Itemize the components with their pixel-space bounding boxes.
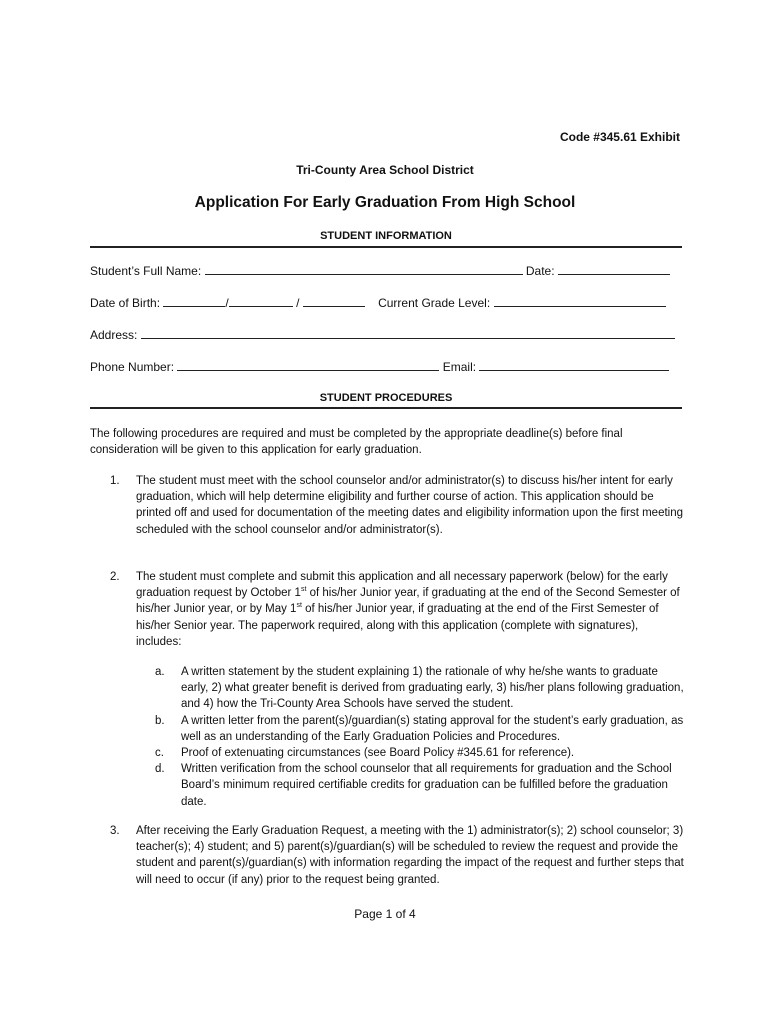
- email-field[interactable]: [479, 360, 669, 371]
- phone-label: Phone Number:: [90, 360, 175, 374]
- date-field[interactable]: [558, 264, 670, 275]
- full-name-row: [90, 264, 682, 278]
- required-paperwork-list: [155, 664, 685, 810]
- dob-label: Date of Birth:: [90, 296, 161, 310]
- address-row: [90, 328, 682, 342]
- item-text: The student must complete and submit this application and all necessary paperwork (below) for the early graduation request by October 1st of his/her Junior year, if graduating at the end of the Second Semester of his/her Junior year, or by May 1st of his/her Junior year, if graduating at the end of the First Semester of his/her Senior year. The paperwork required, along with this application (complete with signatures), includes:: [136, 571, 680, 648]
- grade-level-label: Current Grade Level:: [378, 296, 491, 310]
- section-divider: [90, 246, 682, 248]
- section-divider: [90, 407, 682, 409]
- document-title: Application For Early Graduation From High School: [194, 194, 576, 211]
- date-label: Date:: [525, 264, 555, 278]
- email-label: Email:: [442, 360, 477, 374]
- dob-row: [90, 296, 682, 310]
- district-name: Tri-County Area School District: [296, 163, 474, 177]
- paperwork-item-d: [155, 761, 685, 810]
- full-name-field[interactable]: [205, 264, 523, 275]
- section-heading-student-procedures: STUDENT PROCEDURES: [319, 392, 453, 404]
- item-number: 3.: [110, 825, 120, 837]
- paperwork-item-a: [155, 664, 685, 713]
- paperwork-item-b: [155, 713, 685, 745]
- procedure-item-2: [110, 569, 685, 650]
- procedure-item-3: [110, 823, 685, 888]
- item-text: Proof of extenuating circumstances (see Board Policy #345.61 for reference).: [181, 747, 575, 760]
- procedure-item-1: [110, 473, 685, 538]
- item-text: Written verification from the school counselor that all requirements for graduation and the School Board’s minimum required certifiable credits for graduation can be fulfilled before the graduation date.: [181, 763, 672, 808]
- dob-separator: /: [296, 296, 300, 310]
- dob-month-field[interactable]: [163, 296, 225, 307]
- address-field[interactable]: [141, 328, 675, 339]
- item-text: The student must meet with the school counselor and/or administrator(s) to discuss his/her intent for early graduation, which will help determine eligibility and further course of action. This application should be printed off and used for documentation of the meeting dates and eligibility information upon the first meeting scheduled with the school counselor and/or administrator(s).: [136, 475, 684, 536]
- paperwork-item-c: [155, 745, 685, 761]
- item-text: A written statement by the student explaining 1) the rationale of why he/she wants to graduate early, 2) what greater benefit is derived from graduating early, 3) his/her plans following graduation, and 4) how the Tri-County Area Schools have served the student.: [181, 666, 684, 711]
- item-text: After receiving the Early Graduation Request, a meeting with the 1) administrator(s); 2) school counselor; 3) teacher(s); 4) student; and 5) parent(s)/guardian(s) will be scheduled to review the request and provide the student and parent(s)/guardian(s) with information regarding the impact of the request and further steps that will need to occur (if any) prior to the request being granted.: [136, 825, 684, 886]
- intro-paragraph: The following procedures are required and must be completed by the appropriate deadline(s) before final consideration will be given to this application for early graduation.: [90, 428, 623, 457]
- dob-day-field[interactable]: [229, 296, 293, 307]
- phone-email-row: [90, 360, 682, 374]
- address-label: Address:: [90, 328, 138, 342]
- grade-level-field[interactable]: [494, 296, 666, 307]
- phone-field[interactable]: [177, 360, 439, 371]
- page-number: Page 1 of 4: [354, 907, 416, 921]
- item-letter: d.: [155, 763, 165, 776]
- policy-code: Code #345.61 Exhibit: [559, 130, 680, 144]
- item-number: 2.: [110, 571, 120, 583]
- full-name-label: Student’s Full Name:: [90, 264, 202, 278]
- dob-year-field[interactable]: [303, 296, 365, 307]
- item-letter: b.: [155, 714, 165, 727]
- section-heading-student-information: STUDENT INFORMATION: [320, 230, 452, 242]
- dob-separator: /: [225, 296, 229, 310]
- item-number: 1.: [110, 475, 120, 487]
- item-letter: a.: [155, 666, 165, 678]
- item-letter: c.: [155, 747, 164, 760]
- item-text: A written letter from the parent(s)/guardian(s) stating approval for the student’s early graduation, as well as an understanding of the Early Graduation Policies and Procedures.: [181, 714, 684, 743]
